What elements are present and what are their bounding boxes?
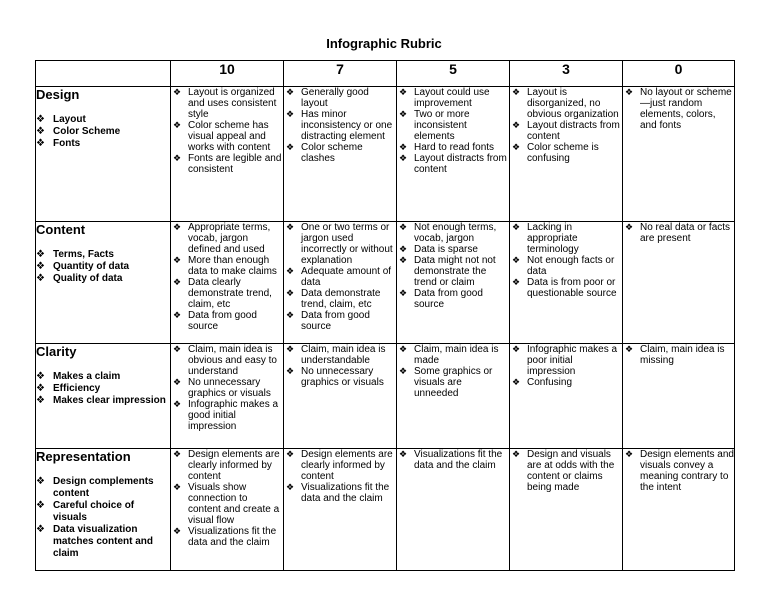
rubric-cell xyxy=(623,87,735,222)
diamond-bullet-icon: ❖ xyxy=(173,377,182,387)
descriptor-item xyxy=(171,87,283,120)
descriptor-text: Data is sparse xyxy=(414,244,478,255)
descriptor-text: Data from good source xyxy=(414,288,483,310)
rubric-row xyxy=(36,449,735,571)
criteria-item xyxy=(36,395,170,407)
criteria-text: Efficiency xyxy=(53,383,101,394)
descriptor-text: Visualizations fit the data and the claim xyxy=(188,526,277,548)
descriptor-item xyxy=(171,120,283,153)
descriptor-list xyxy=(623,344,734,366)
descriptor-text: Claim, main idea is understandable xyxy=(301,344,386,366)
descriptor-text: Two or more inconsistent elements xyxy=(414,109,470,142)
rubric-cell xyxy=(510,449,623,571)
criteria-item xyxy=(36,273,170,285)
descriptor-item xyxy=(623,87,734,131)
descriptor-text: Design elements are clearly informed by content xyxy=(301,449,393,482)
diamond-bullet-icon: ❖ xyxy=(399,255,408,265)
diamond-bullet-icon: ❖ xyxy=(36,138,45,149)
descriptor-list xyxy=(171,344,283,432)
rubric-row xyxy=(36,344,735,449)
descriptor-text: Data clearly demonstrate trend, claim, etc xyxy=(188,277,272,310)
diamond-bullet-icon: ❖ xyxy=(625,344,634,354)
descriptor-item xyxy=(510,255,622,277)
descriptor-item xyxy=(171,344,283,377)
diamond-bullet-icon: ❖ xyxy=(36,261,45,272)
diamond-bullet-icon: ❖ xyxy=(173,310,182,320)
diamond-bullet-icon: ❖ xyxy=(36,524,45,535)
descriptor-text: Visualizations fit the data and the claim xyxy=(414,449,503,471)
diamond-bullet-icon: ❖ xyxy=(286,449,295,459)
descriptor-item xyxy=(171,482,283,526)
diamond-bullet-icon: ❖ xyxy=(286,288,295,298)
diamond-bullet-icon: ❖ xyxy=(36,249,45,260)
descriptor-list xyxy=(510,449,622,493)
diamond-bullet-icon: ❖ xyxy=(36,126,45,137)
criteria-item xyxy=(36,114,170,126)
criteria-text: Design complements content xyxy=(53,476,154,499)
diamond-bullet-icon: ❖ xyxy=(399,244,408,254)
diamond-bullet-icon: ❖ xyxy=(512,344,521,354)
criteria-text: Color Scheme xyxy=(53,126,121,137)
diamond-bullet-icon: ❖ xyxy=(286,310,295,320)
descriptor-item xyxy=(510,142,622,164)
descriptor-text: Infographic makes a poor initial impression xyxy=(527,344,618,377)
descriptor-list xyxy=(510,87,622,164)
score-header-row xyxy=(36,61,735,87)
diamond-bullet-icon: ❖ xyxy=(36,114,45,125)
descriptor-item xyxy=(397,222,509,244)
diamond-bullet-icon: ❖ xyxy=(36,273,45,284)
rubric-cell xyxy=(397,344,510,449)
criteria-text: Layout xyxy=(53,114,86,125)
diamond-bullet-icon: ❖ xyxy=(512,277,521,287)
descriptor-item xyxy=(623,449,734,493)
descriptor-text: Adequate amount of data xyxy=(301,266,392,288)
descriptor-text: Claim, main idea is missing xyxy=(640,344,725,366)
descriptor-text: Data might not not demonstrate the trend or claim xyxy=(414,255,496,288)
descriptor-list xyxy=(623,222,734,244)
diamond-bullet-icon: ❖ xyxy=(173,87,182,97)
criteria-list xyxy=(36,249,170,285)
diamond-bullet-icon: ❖ xyxy=(173,255,182,265)
descriptor-text: Data from good source xyxy=(188,310,257,332)
descriptor-item xyxy=(397,288,509,310)
descriptor-text: Layout is organized and uses consistent style xyxy=(188,87,277,120)
page-title: Infographic Rubric xyxy=(326,36,442,51)
descriptor-text: Generally good layout xyxy=(301,87,369,109)
descriptor-text: Data is from poor or questionable source xyxy=(527,277,617,299)
diamond-bullet-icon: ❖ xyxy=(399,153,408,163)
descriptor-text: No unnecessary graphics or visuals xyxy=(188,377,271,399)
diamond-bullet-icon: ❖ xyxy=(36,383,45,394)
diamond-bullet-icon: ❖ xyxy=(36,476,45,487)
rubric-cell xyxy=(397,449,510,571)
descriptor-item xyxy=(171,310,283,332)
rubric-cell xyxy=(284,222,397,344)
rubric-cell xyxy=(171,344,284,449)
descriptor-text: Color scheme clashes xyxy=(301,142,363,164)
descriptor-text: One or two terms or jargon used incorrectly or without explanation xyxy=(301,222,393,266)
descriptor-text: Design and visuals are at odds with the content or claims being made xyxy=(527,449,615,493)
diamond-bullet-icon: ❖ xyxy=(399,87,408,97)
descriptor-item xyxy=(397,449,509,471)
diamond-bullet-icon: ❖ xyxy=(173,120,182,130)
descriptor-list xyxy=(171,449,283,548)
criteria-item xyxy=(36,138,170,150)
descriptor-text: Not enough terms, vocab, jargon xyxy=(414,222,497,244)
diamond-bullet-icon: ❖ xyxy=(512,87,521,97)
descriptor-text: Claim, main idea is made xyxy=(414,344,499,366)
diamond-bullet-icon: ❖ xyxy=(286,366,295,376)
category-title: Representation xyxy=(36,449,131,464)
descriptor-item xyxy=(510,222,622,255)
diamond-bullet-icon: ❖ xyxy=(173,399,182,409)
descriptor-list xyxy=(171,222,283,332)
criteria-text: Makes a claim xyxy=(53,371,121,382)
criteria-item xyxy=(36,524,170,560)
descriptor-item xyxy=(397,153,509,175)
descriptor-item xyxy=(171,399,283,432)
diamond-bullet-icon: ❖ xyxy=(399,222,408,232)
rubric-cell xyxy=(510,222,623,344)
diamond-bullet-icon: ❖ xyxy=(286,222,295,232)
descriptor-text: Infographic makes a good initial impression xyxy=(188,399,279,432)
diamond-bullet-icon: ❖ xyxy=(173,222,182,232)
diamond-bullet-icon: ❖ xyxy=(173,482,182,492)
descriptor-item xyxy=(397,87,509,109)
diamond-bullet-icon: ❖ xyxy=(512,255,521,265)
descriptor-item xyxy=(284,266,396,288)
criteria-text: Fonts xyxy=(53,138,81,149)
score-header: 10 xyxy=(171,61,284,87)
rubric-cell xyxy=(397,222,510,344)
descriptor-text: No unnecessary graphics or visuals xyxy=(301,366,384,388)
descriptor-text: Color scheme has visual appeal and works with content xyxy=(188,120,271,153)
criteria-list xyxy=(36,114,170,150)
diamond-bullet-icon: ❖ xyxy=(399,366,408,376)
diamond-bullet-icon: ❖ xyxy=(286,344,295,354)
descriptor-list xyxy=(397,222,509,310)
diamond-bullet-icon: ❖ xyxy=(286,87,295,97)
descriptor-item xyxy=(284,366,396,388)
diamond-bullet-icon: ❖ xyxy=(286,109,295,119)
descriptor-list xyxy=(397,449,509,471)
descriptor-item xyxy=(397,244,509,255)
header-empty-cell xyxy=(36,61,171,87)
descriptor-text: Design elements are clearly informed by content xyxy=(188,449,280,482)
diamond-bullet-icon: ❖ xyxy=(36,395,45,406)
descriptor-item xyxy=(510,87,622,120)
rubric-cell xyxy=(171,87,284,222)
category-cell xyxy=(36,449,171,571)
descriptor-item xyxy=(284,87,396,109)
descriptor-text: Color scheme is confusing xyxy=(527,142,599,164)
descriptor-text: Data demonstrate trend, claim, etc xyxy=(301,288,381,310)
descriptor-item xyxy=(284,344,396,366)
descriptor-item xyxy=(171,526,283,548)
diamond-bullet-icon: ❖ xyxy=(625,87,634,97)
descriptor-item xyxy=(284,482,396,504)
criteria-item xyxy=(36,249,170,261)
diamond-bullet-icon: ❖ xyxy=(173,344,182,354)
criteria-item xyxy=(36,500,170,524)
criteria-list xyxy=(36,476,170,560)
descriptor-item xyxy=(397,255,509,288)
rubric-table xyxy=(35,60,735,571)
rubric-row xyxy=(36,222,735,344)
score-header: 0 xyxy=(623,61,735,87)
criteria-text: Quantity of data xyxy=(53,261,130,272)
category-title: Clarity xyxy=(36,344,77,359)
diamond-bullet-icon: ❖ xyxy=(512,377,521,387)
criteria-text: Makes clear impression xyxy=(53,395,166,406)
criteria-text: Careful choice of visuals xyxy=(53,500,135,523)
descriptor-text: No real data or facts are present xyxy=(640,222,731,244)
rubric-cell xyxy=(284,344,397,449)
descriptor-item xyxy=(284,310,396,332)
descriptor-item xyxy=(171,449,283,482)
descriptor-item xyxy=(284,449,396,482)
descriptor-list xyxy=(510,222,622,299)
diamond-bullet-icon: ❖ xyxy=(512,142,521,152)
rubric-cell xyxy=(397,87,510,222)
diamond-bullet-icon: ❖ xyxy=(173,449,182,459)
rubric-cell xyxy=(284,87,397,222)
rubric-cell xyxy=(623,344,735,449)
diamond-bullet-icon: ❖ xyxy=(399,449,408,459)
rubric-cell xyxy=(284,449,397,571)
descriptor-item xyxy=(510,449,622,493)
rubric-cell xyxy=(510,344,623,449)
category-title: Content xyxy=(36,222,86,237)
rubric-cell xyxy=(623,449,735,571)
category-title: Design xyxy=(36,87,80,102)
descriptor-item xyxy=(510,277,622,299)
descriptor-item xyxy=(284,142,396,164)
diamond-bullet-icon: ❖ xyxy=(512,222,521,232)
descriptor-item xyxy=(171,153,283,175)
descriptor-text: Visualizations fit the data and the claim xyxy=(301,482,390,504)
descriptor-item xyxy=(397,366,509,399)
diamond-bullet-icon: ❖ xyxy=(512,120,521,130)
diamond-bullet-icon: ❖ xyxy=(625,222,634,232)
descriptor-text: Visuals show connection to content and create a visual flow xyxy=(188,482,280,526)
descriptor-list xyxy=(284,344,396,388)
rubric-cell xyxy=(510,87,623,222)
descriptor-item xyxy=(623,222,734,244)
descriptor-list xyxy=(171,87,283,175)
descriptor-item xyxy=(171,222,283,255)
descriptor-text: Hard to read fonts xyxy=(414,142,495,153)
descriptor-item xyxy=(623,344,734,366)
criteria-item xyxy=(36,126,170,138)
descriptor-list xyxy=(284,449,396,504)
criteria-item xyxy=(36,383,170,395)
diamond-bullet-icon: ❖ xyxy=(173,153,182,163)
descriptor-list xyxy=(623,449,734,493)
score-header: 7 xyxy=(284,61,397,87)
descriptor-text: Layout could use improvement xyxy=(414,87,490,109)
descriptor-text: Lacking in appropriate terminology xyxy=(527,222,579,255)
criteria-text: Terms, Facts xyxy=(53,249,114,260)
descriptor-item xyxy=(510,120,622,142)
descriptor-text: More than enough data to make claims xyxy=(188,255,277,277)
descriptor-text: Layout is disorganized, no obvious organization xyxy=(527,87,619,120)
descriptor-text: Appropriate terms, vocab, jargon defined and used xyxy=(188,222,271,255)
descriptor-text: Not enough facts or data xyxy=(527,255,615,277)
criteria-item xyxy=(36,371,170,383)
descriptor-text: Layout distracts from content xyxy=(527,120,620,142)
criteria-item xyxy=(36,261,170,273)
descriptor-item xyxy=(284,109,396,142)
diamond-bullet-icon: ❖ xyxy=(36,371,45,382)
score-header: 3 xyxy=(510,61,623,87)
descriptor-item xyxy=(397,109,509,142)
diamond-bullet-icon: ❖ xyxy=(36,500,45,511)
diamond-bullet-icon: ❖ xyxy=(625,449,634,459)
descriptor-item xyxy=(284,288,396,310)
rubric-row xyxy=(36,87,735,222)
descriptor-item xyxy=(510,344,622,377)
diamond-bullet-icon: ❖ xyxy=(512,449,521,459)
descriptor-text: Design elements and visuals convey a meaning contrary to the intent xyxy=(640,449,734,493)
rubric-cell xyxy=(171,222,284,344)
descriptor-text: Data from good source xyxy=(301,310,370,332)
diamond-bullet-icon: ❖ xyxy=(173,277,182,287)
diamond-bullet-icon: ❖ xyxy=(399,288,408,298)
descriptor-item xyxy=(397,142,509,153)
rubric-cell xyxy=(623,222,735,344)
descriptor-list xyxy=(623,87,734,131)
descriptor-text: Has minor inconsistency or one distracting element xyxy=(301,109,393,142)
descriptor-text: Claim, main idea is obvious and easy to understand xyxy=(188,344,277,377)
diamond-bullet-icon: ❖ xyxy=(286,482,295,492)
descriptor-list xyxy=(284,222,396,332)
descriptor-item xyxy=(171,277,283,310)
diamond-bullet-icon: ❖ xyxy=(173,526,182,536)
diamond-bullet-icon: ❖ xyxy=(286,142,295,152)
descriptor-list xyxy=(510,344,622,388)
criteria-text: Quality of data xyxy=(53,273,123,284)
descriptor-text: Fonts are legible and consistent xyxy=(188,153,282,175)
diamond-bullet-icon: ❖ xyxy=(399,109,408,119)
descriptor-list xyxy=(397,344,509,399)
descriptor-item xyxy=(171,255,283,277)
descriptor-item xyxy=(397,344,509,366)
diamond-bullet-icon: ❖ xyxy=(399,142,408,152)
category-cell xyxy=(36,87,171,222)
criteria-text: Data visualization matches content and claim xyxy=(53,524,154,559)
descriptor-text: Layout distracts from content xyxy=(414,153,507,175)
category-cell xyxy=(36,222,171,344)
descriptor-text: Confusing xyxy=(527,377,573,388)
score-header: 5 xyxy=(397,61,510,87)
descriptor-text: No layout or scheme—just random elements, colors, and fonts xyxy=(640,87,732,131)
criteria-item xyxy=(36,476,170,500)
descriptor-item xyxy=(284,222,396,266)
descriptor-item xyxy=(171,377,283,399)
category-cell xyxy=(36,344,171,449)
criteria-list xyxy=(36,371,170,407)
diamond-bullet-icon: ❖ xyxy=(399,344,408,354)
diamond-bullet-icon: ❖ xyxy=(286,266,295,276)
descriptor-list xyxy=(397,87,509,175)
descriptor-text: Some graphics or visuals are unneeded xyxy=(414,366,493,399)
rubric-cell xyxy=(171,449,284,571)
descriptor-list xyxy=(284,87,396,164)
descriptor-item xyxy=(510,377,622,388)
